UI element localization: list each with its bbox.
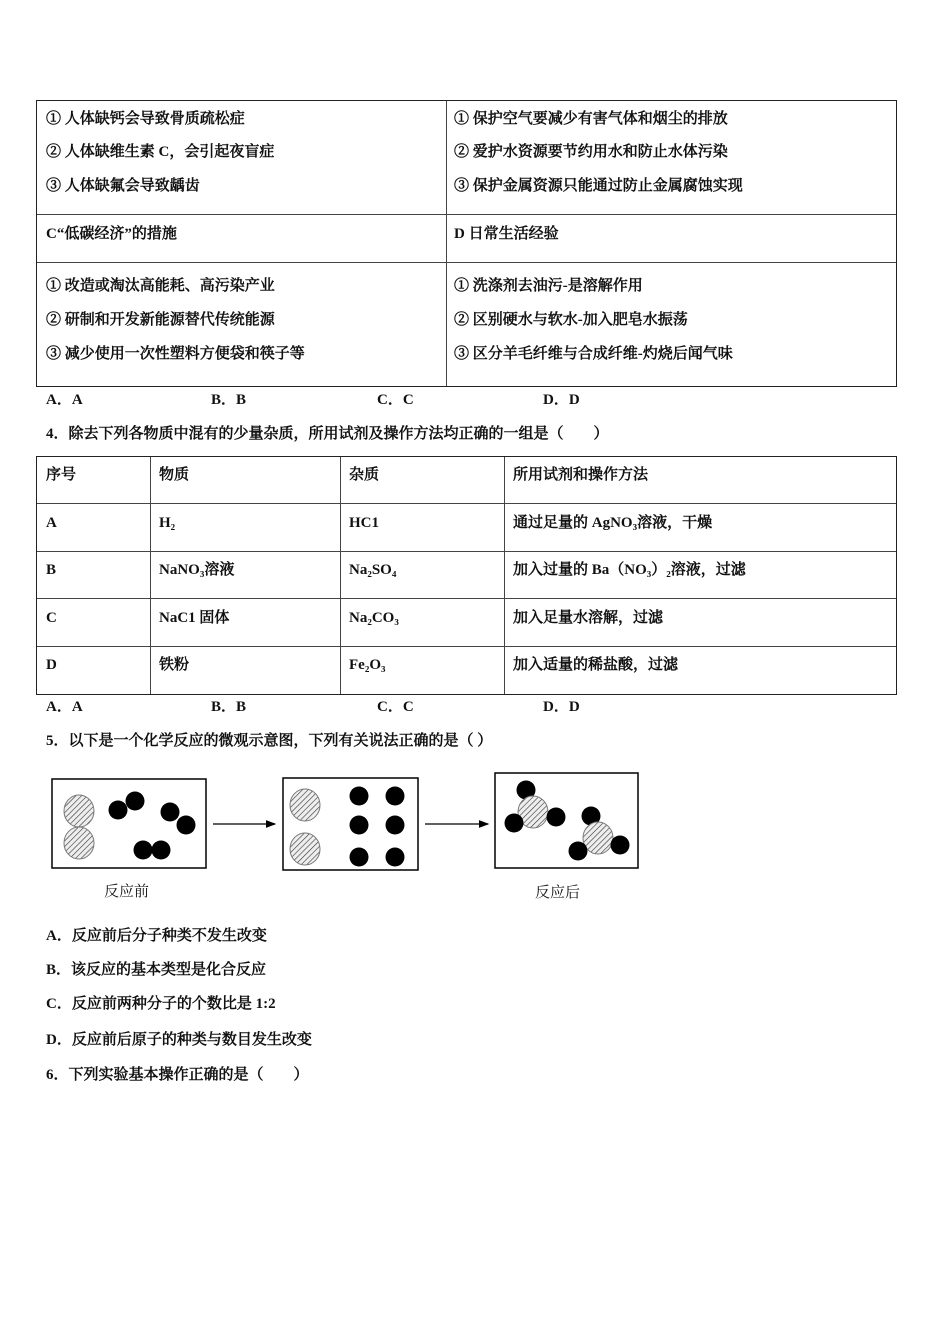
q3-a-item-2: ② 人体缺维生素 C，会引起夜盲症 bbox=[46, 144, 275, 160]
label-before-reaction: 反应前 bbox=[104, 882, 150, 900]
q3-option-b[interactable]: B．B bbox=[211, 392, 247, 408]
black-atom bbox=[126, 792, 145, 811]
hatched-atom bbox=[290, 833, 320, 865]
q5-option-b[interactable]: B．该反应的基本类型是化合反应 bbox=[46, 962, 267, 978]
cell: Na₂SO₄ bbox=[349, 562, 397, 578]
q4-header-index: 序号 bbox=[46, 467, 77, 483]
q3-c-item-1: ① 改造或淘汰高能耗、高污染产业 bbox=[46, 278, 275, 294]
hatched-atom bbox=[64, 827, 94, 859]
cell: H₂ bbox=[159, 515, 176, 531]
q6-question: 6．下列实验基本操作正确的是（ ） bbox=[46, 1067, 309, 1083]
q5-question: 5．以下是一个化学反应的微观示意图，下列有关说法正确的是（ ） bbox=[46, 733, 493, 749]
q5-option-c[interactable]: C．反应前两种分子的个数比是 1:2 bbox=[46, 996, 276, 1012]
after-box bbox=[495, 773, 638, 868]
black-atom bbox=[152, 841, 171, 860]
q3-c-item-2: ② 研制和开发新能源替代传统能源 bbox=[46, 312, 275, 328]
middle-box bbox=[283, 778, 418, 870]
q3-d-header: D 日常生活经验 bbox=[454, 226, 559, 242]
cell: D bbox=[46, 657, 57, 673]
black-atom bbox=[386, 848, 405, 867]
q4-header-method: 所用试剂和操作方法 bbox=[513, 467, 649, 483]
black-atom bbox=[134, 841, 153, 860]
q3-d-item-3: ③ 区分羊毛纤维与合成纤维-灼烧后闻气味 bbox=[454, 346, 733, 362]
black-atom bbox=[350, 848, 369, 867]
cell: B bbox=[46, 562, 57, 578]
cell: C bbox=[46, 610, 57, 626]
cell: HC1 bbox=[349, 515, 379, 531]
black-atom bbox=[569, 842, 588, 861]
q4-question: 4．除去下列各物质中混有的少量杂质，所用试剂及操作方法均正确的一组是（ ） bbox=[46, 426, 609, 442]
black-atom bbox=[350, 816, 369, 835]
cell: 通过足量的 AgNO₃溶液，干燥 bbox=[513, 515, 713, 531]
cell: 加入过量的 Ba（NO₃）₂溶液，过滤 bbox=[513, 562, 746, 578]
q3-option-d[interactable]: D．D bbox=[543, 392, 580, 408]
cell: 加入足量水溶解，过滤 bbox=[513, 610, 664, 626]
cell: NaC1 固体 bbox=[159, 610, 230, 626]
q3-a-item-1: ① 人体缺钙会导致骨质疏松症 bbox=[46, 111, 245, 127]
q3-d-item-2: ② 区别硬水与软水-加入肥皂水振荡 bbox=[454, 312, 688, 328]
label-after-reaction: 反应后 bbox=[535, 883, 581, 901]
black-atom bbox=[350, 787, 369, 806]
before-box bbox=[52, 779, 206, 868]
q3-b-item-1: ① 保护空气要减少有害气体和烟尘的排放 bbox=[454, 111, 728, 127]
cell: 加入适量的稀盐酸，过滤 bbox=[513, 657, 679, 673]
black-atom bbox=[505, 814, 524, 833]
q3-b-item-3: ③ 保护金属资源只能通过防止金属腐蚀实现 bbox=[454, 178, 743, 194]
cell: 铁粉 bbox=[159, 657, 190, 673]
q4-header-substance: 物质 bbox=[159, 467, 190, 483]
q3-c-header: C“低碳经济”的措施 bbox=[46, 226, 177, 242]
q3-b-item-2: ② 爱护水资源要节约用水和防止水体污染 bbox=[454, 144, 728, 160]
black-atom bbox=[177, 816, 196, 835]
q3-option-a[interactable]: A．A bbox=[46, 392, 83, 408]
q3-option-c[interactable]: C．C bbox=[377, 392, 414, 408]
black-atom bbox=[109, 801, 128, 820]
cell: Fe₂O₃ bbox=[349, 657, 386, 673]
hatched-atom bbox=[64, 795, 94, 827]
cell: A bbox=[46, 515, 57, 531]
q4-option-b[interactable]: B．B bbox=[211, 699, 247, 715]
cell: Na₂CO₃ bbox=[349, 610, 399, 626]
q3-a-item-3: ③ 人体缺氟会导致龋齿 bbox=[46, 178, 200, 194]
q4-option-c[interactable]: C．C bbox=[377, 699, 414, 715]
q3-d-item-1: ① 洗涤剂去油污-是溶解作用 bbox=[454, 278, 643, 294]
cell: NaNO₃溶液 bbox=[159, 562, 235, 578]
hatched-atom bbox=[290, 789, 320, 821]
black-atom bbox=[161, 803, 180, 822]
black-atom bbox=[386, 787, 405, 806]
q5-option-d[interactable]: D．反应前后原子的种类与数目发生改变 bbox=[46, 1032, 312, 1048]
black-atom bbox=[386, 816, 405, 835]
q4-option-a[interactable]: A．A bbox=[46, 699, 83, 715]
hatched-atom bbox=[583, 822, 613, 854]
q3-c-item-3: ③ 减少使用一次性塑料方便袋和筷子等 bbox=[46, 346, 305, 362]
q4-option-d[interactable]: D．D bbox=[543, 699, 580, 715]
q4-header-impurity: 杂质 bbox=[349, 467, 380, 483]
black-atom bbox=[547, 808, 566, 827]
black-atom bbox=[611, 836, 630, 855]
q5-option-a[interactable]: A．反应前后分子种类不发生改变 bbox=[46, 928, 267, 944]
